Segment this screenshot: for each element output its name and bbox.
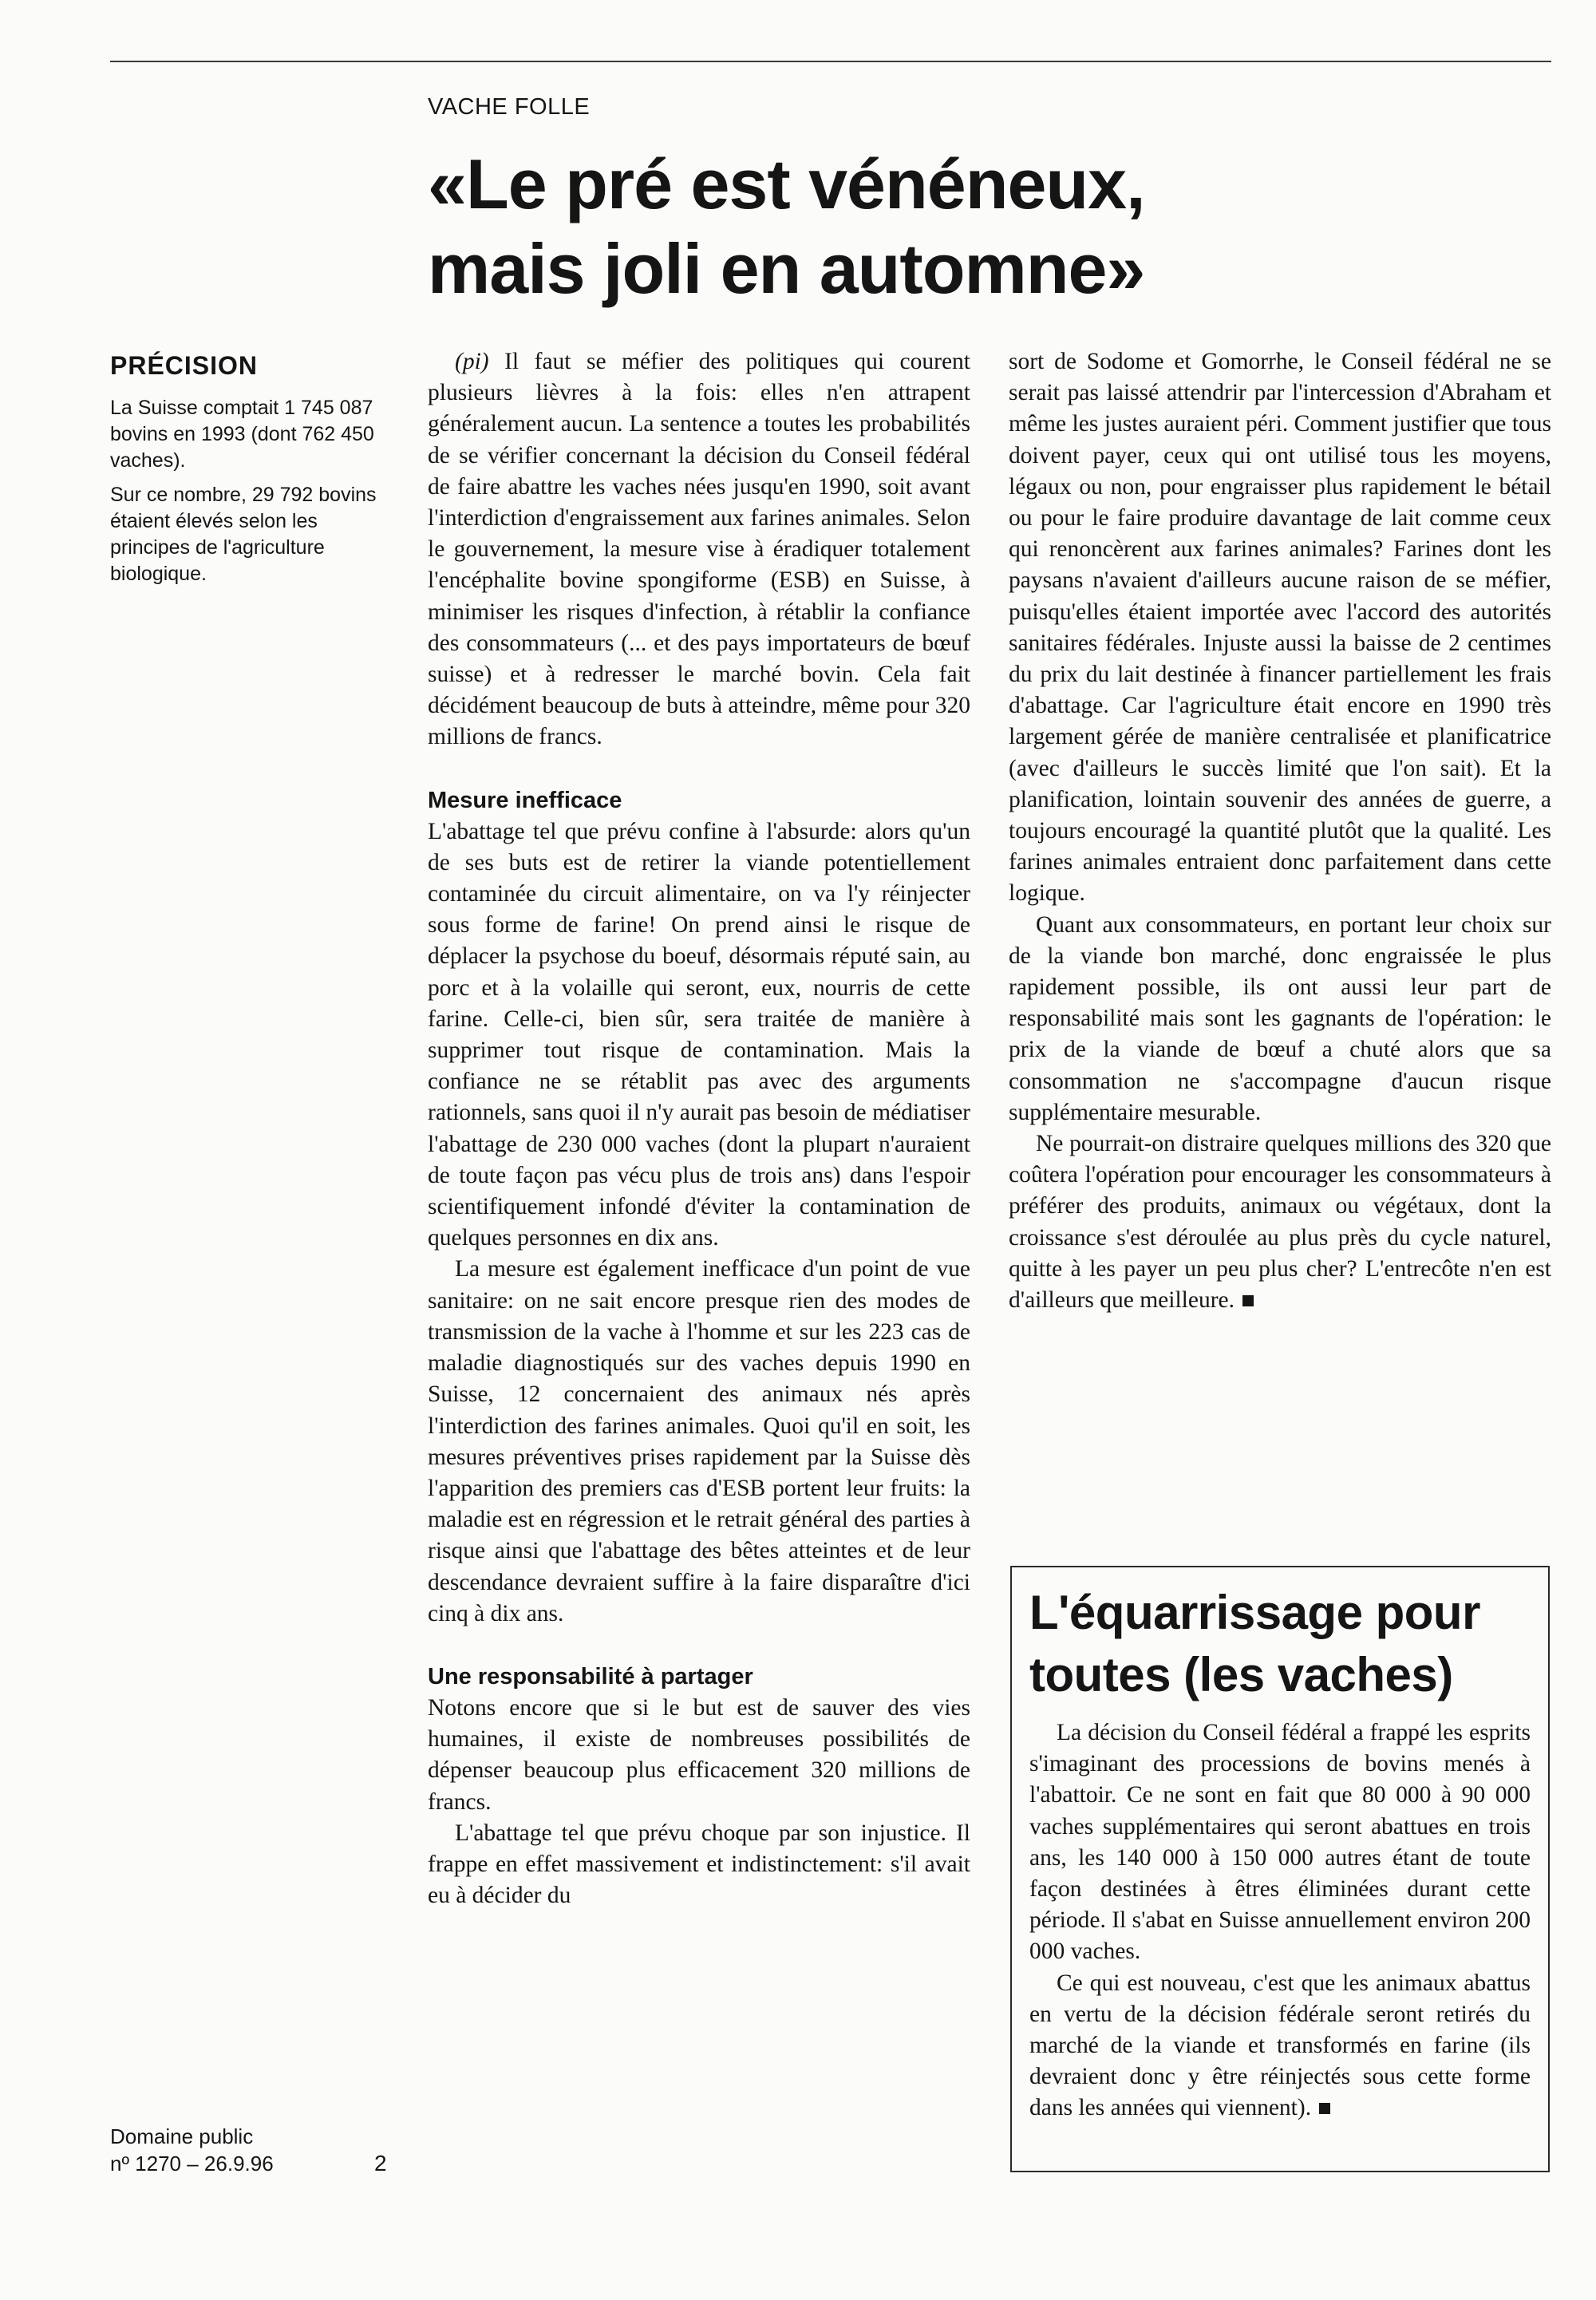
box-title — [1029, 1582, 1531, 1706]
issue-info: nº 1270 – 26.9.96 — [110, 2152, 274, 2176]
article-paragraph: L'abattage tel que prévu confine à l'absurde: alors qu'un de ses buts est de retirer la viande potentiellement contaminée du circuit alimentaire, on va l'y réinjecter sous forme de farine! On prend ainsi le risque de déplacer la psychose du boeuf, désormais réputé sain, au porc et à la volaille qui seront, eux, nourris de cette farine. Celle-ci, bien sûr, sera traitée de manière à supprimer tout risque de contamination. Mais la confiance ne se rétablit pas avec des arguments rationnels, sans quoi il n'y aurait pas besoin de médiatiser l'abattage de 230 000 vaches (dont la plupart n'auraient de toute façon pas vécu plus de trois ans) dans l'espoir scientifiquement infondé d'éviter la contamination de quelques personnes en dix ans. — [428, 818, 970, 1251]
end-of-box-mark — [1319, 2103, 1330, 2114]
equarrissage-box — [1010, 1566, 1550, 2172]
subheading-mesure-inefficace: Mesure inefficace — [428, 787, 622, 813]
intro-text: Il faut se méfier des politiques qui courent plusieurs lièvres à la fois: elles n'en attrapent généralement aucun. La sentence a toutes les probabilités de se vérifier concernant la décision du Conseil fédéral de faire abattre les vaches nées jusqu'en 1990, soit avant l'interdiction d'engraissement aux farines animales. Selon le gouvernement, la mesure vise à éradiquer totalement l'encéphalite bovine spongiforme (ESB) en Suisse, à minimiser les risques d'infection, à rétablir la confiance des consommateurs (... et des pays importateurs de bœuf suisse) et à redresser le marché bovin. Cela fait décidément beaucoup de buts à atteindre, même pour 320 millions de francs. — [428, 349, 970, 750]
headline-line-1: «Le pré est vénéneux, — [428, 144, 1145, 223]
page-number: 2 — [374, 2151, 387, 2176]
box-closing-text: Ce qui est nouveau, c'est que les animaux abattus en vertu de la décision fédérale seront retirés du marché de la viande et transformés en farine (ils devraient donc y être réinjectés sous cette forme dans les années qui viennent). — [1029, 1970, 1531, 2121]
end-of-article-mark — [1242, 1295, 1254, 1306]
section-tag: VACHE FOLLE — [428, 94, 591, 120]
article-column-2 — [1009, 346, 1551, 1316]
article-paragraph: L'abattage tel que prévu choque par son injustice. Il frappe en effet massivement et indistinctement: s'il avait eu à décider du — [428, 1820, 970, 1909]
article-headline — [428, 142, 1545, 311]
article-intro — [428, 346, 970, 753]
article-paragraph-continued: sort de Sodome et Gomorrhe, le Conseil fédéral ne se serait pas laissé attendrir par l'intercession d'Abraham et même les justes auraient péri. Comment justifier que tous doivent payer, ceux qui ont utilisé tous les moyens, légaux ou non, pour engraisser plus rapidement le bétail ou pour le faire produire davantage de lait comme ceux qui renoncèrent aux farines animales? Farines dont les paysans n'avaient d'ailleurs aucune raison de se méfier, puisqu'elles étaient importée avec l'accord des autorités sanitaires fédérales. Injuste aussi la baisse de 2 centimes du prix du lait destinée à financer partiellement les frais d'abattage. Car l'agriculture était encore en 1990 très largement gérée de manière centralisée et planificatrice (avec d'ailleurs le succès limité que l'on sait). Et la planification, lointain souvenir des années de guerre, a toujours encouragé la quantité plutôt que la qualité. Les farines animales entraient donc parfaitement dans cette logique. — [1009, 349, 1551, 907]
closing-text: Ne pourrait-on distraire quelques millions des 320 que coûtera l'opération pour encourager les consommateurs à préférer des produits, animaux ou végétaux, dont la croissance s'est déroulée au plus près du cycle naturel, quitte à les payer un peu plus cher? L'entrecôte n'en est d'ailleurs que meilleure. — [1009, 1131, 1551, 1314]
article-paragraph: Notons encore que si le but est de sauver des vies humaines, il existe de nombreuses possibilités de dépenser beaucoup plus efficacement 320 millions de francs. — [428, 1694, 970, 1815]
sidebar-paragraph: La Suisse comptait 1 745 087 bovins en 1993 (dont 762 450 vaches). — [110, 397, 374, 472]
sidebar-heading: PRÉCISION — [110, 351, 259, 380]
precision-sidebar — [110, 351, 389, 595]
headline-line-2: mais joli en automne» — [428, 229, 1145, 308]
article-paragraph: Quant aux consommateurs, en portant leur choix sur de la viande bon marché, donc engraissée le plus rapidement possible, ils ont aussi leur part de responsabilité mais sont les gagnants de l'opération: le prix de la viande de bœuf a chuté alors que sa consommation ne s'accompagne d'aucun risque supplémentaire mesurable. — [1009, 911, 1551, 1125]
publication-name: Domaine public — [110, 2124, 254, 2148]
author-initials: (pi) — [455, 349, 489, 374]
box-title-line-2: toutes (les vaches) — [1029, 1648, 1453, 1701]
sidebar-paragraph: Sur ce nombre, 29 792 bovins étaient élevés selon les principes de l'agriculture biologique. — [110, 484, 377, 585]
box-paragraph — [1029, 1968, 1531, 2124]
article-paragraph: La mesure est également inefficace d'un point de vue sanitaire: on ne sait encore presque rien des modes de transmission de la vache à l'homme et sur les 223 cas de maladie diagnostiqués sur des vaches depuis 1990 en Suisse, 12 concernaient des animaux nés après l'interdiction des farines animales. Quoi qu'il en soit, les mesures préventives prises rapidement par la Suisse dès l'apparition des premiers cas d'ESB portent leur fruits: la maladie est en régression et le retrait général des parties à risque ainsi que l'abattage des bêtes atteintes et de leur descendance devraient suffire à la faire disparaître d'ici cinq à dix ans. — [428, 1256, 970, 1626]
page-footer — [110, 2123, 389, 2177]
article-paragraph — [1009, 1128, 1551, 1316]
article-column-1 — [428, 346, 970, 1911]
box-paragraph: La décision du Conseil fédéral a frappé les esprits s'imaginant des processions de bovins menés à l'abattoir. Ce ne sont en fait que 80 000 à 90 000 vaches supplémentaires qui seront abattues en trois ans, les 140 000 à 150 000 autres étant de toute façon destinées à êtres éliminées durant cette période. Il s'abat en Suisse annuellement environ 200 000 vaches. — [1029, 1720, 1531, 1965]
subheading-responsabilite: Une responsabilité à partager — [428, 1663, 753, 1689]
header-rule — [110, 61, 1551, 62]
box-title-line-1: L'équarrissage pour — [1029, 1586, 1480, 1639]
